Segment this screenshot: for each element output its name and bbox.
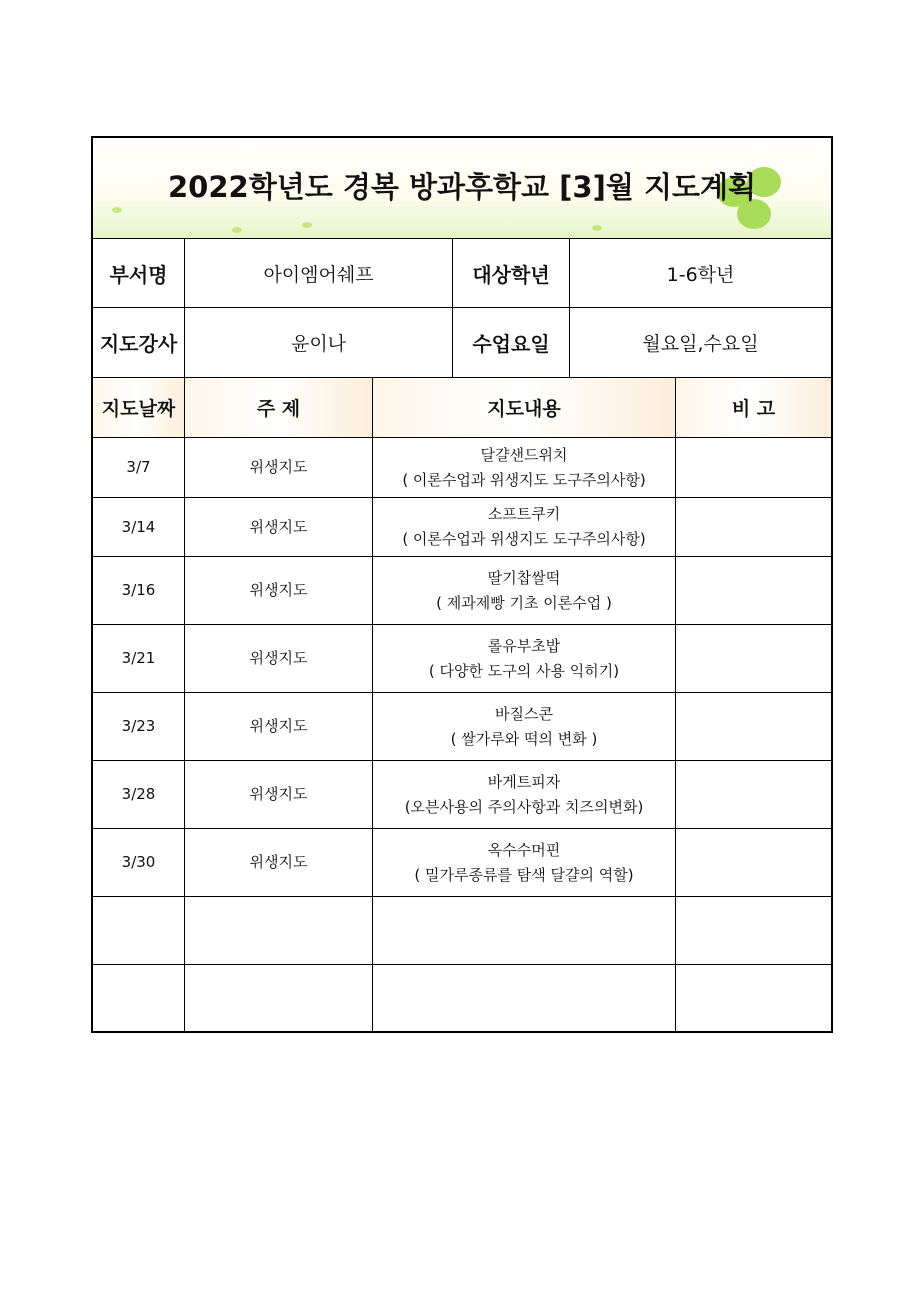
date-text: 3/14 (121, 517, 156, 536)
content-title: 소프트쿠키 (487, 505, 561, 523)
content-detail: ( 이론수업과 위생지도 도구주의사항) (402, 530, 646, 548)
teacher-value: 윤이나 (184, 307, 453, 378)
content-detail: ( 제과제빵 기초 이론수업 ) (436, 593, 612, 612)
content-title: 옥수수머핀 (487, 840, 561, 859)
header-content: 지도내용 (372, 377, 676, 438)
header-topic: 주 제 (184, 377, 373, 438)
topic-text: 위생지도 (249, 853, 308, 871)
content-title: 롤유부초밥 (487, 636, 561, 655)
topic-text: 위생지도 (249, 785, 308, 803)
content-detail: (오븐사용의 주의사항과 치즈의변화) (404, 797, 644, 816)
content-detail: ( 다양한 도구의 사용 익히기) (428, 661, 620, 680)
date-text: 3/7 (126, 458, 151, 476)
teacher-label: 지도강사 (92, 307, 185, 378)
page-title: 2022학년도 경복 방과후학교 [3]월 지도계획 (168, 170, 756, 204)
day-label: 수업요일 (452, 307, 570, 378)
content-detail: ( 이론수업과 위생지도 도구주의사항) (402, 470, 646, 489)
topic-text: 위생지도 (249, 581, 308, 599)
date-text: 3/21 (121, 649, 156, 667)
topic-text: 위생지도 (249, 458, 308, 476)
topic-text: 위생지도 (249, 517, 308, 536)
date-text: 3/16 (121, 581, 156, 599)
table-border (91, 136, 833, 1033)
date-text: 3/23 (121, 717, 156, 735)
grade-label: 대상학년 (452, 238, 570, 308)
content-detail: ( 밀가루종류를 탐색 달걀의 역할) (414, 865, 634, 884)
topic-text: 위생지도 (249, 717, 308, 735)
day-value: 월요일,수요일 (569, 307, 832, 378)
date-text: 3/30 (121, 853, 156, 871)
header-date: 지도날짜 (92, 377, 185, 438)
dept-value: 아이엠어쉐프 (184, 238, 453, 308)
content-title: 딸기찹쌀떡 (487, 568, 561, 587)
date-text: 3/28 (121, 785, 156, 803)
topic-text: 위생지도 (249, 649, 308, 667)
grade-value: 1-6학년 (569, 238, 832, 308)
dept-label: 부서명 (92, 238, 185, 308)
content-title: 바게트피자 (487, 772, 561, 791)
content-detail: ( 쌀가루와 떡의 변화 ) (450, 729, 598, 748)
content-title: 바질스콘 (495, 704, 553, 723)
content-title: 달걀샌드위치 (480, 445, 568, 464)
header-note: 비 고 (675, 377, 832, 438)
